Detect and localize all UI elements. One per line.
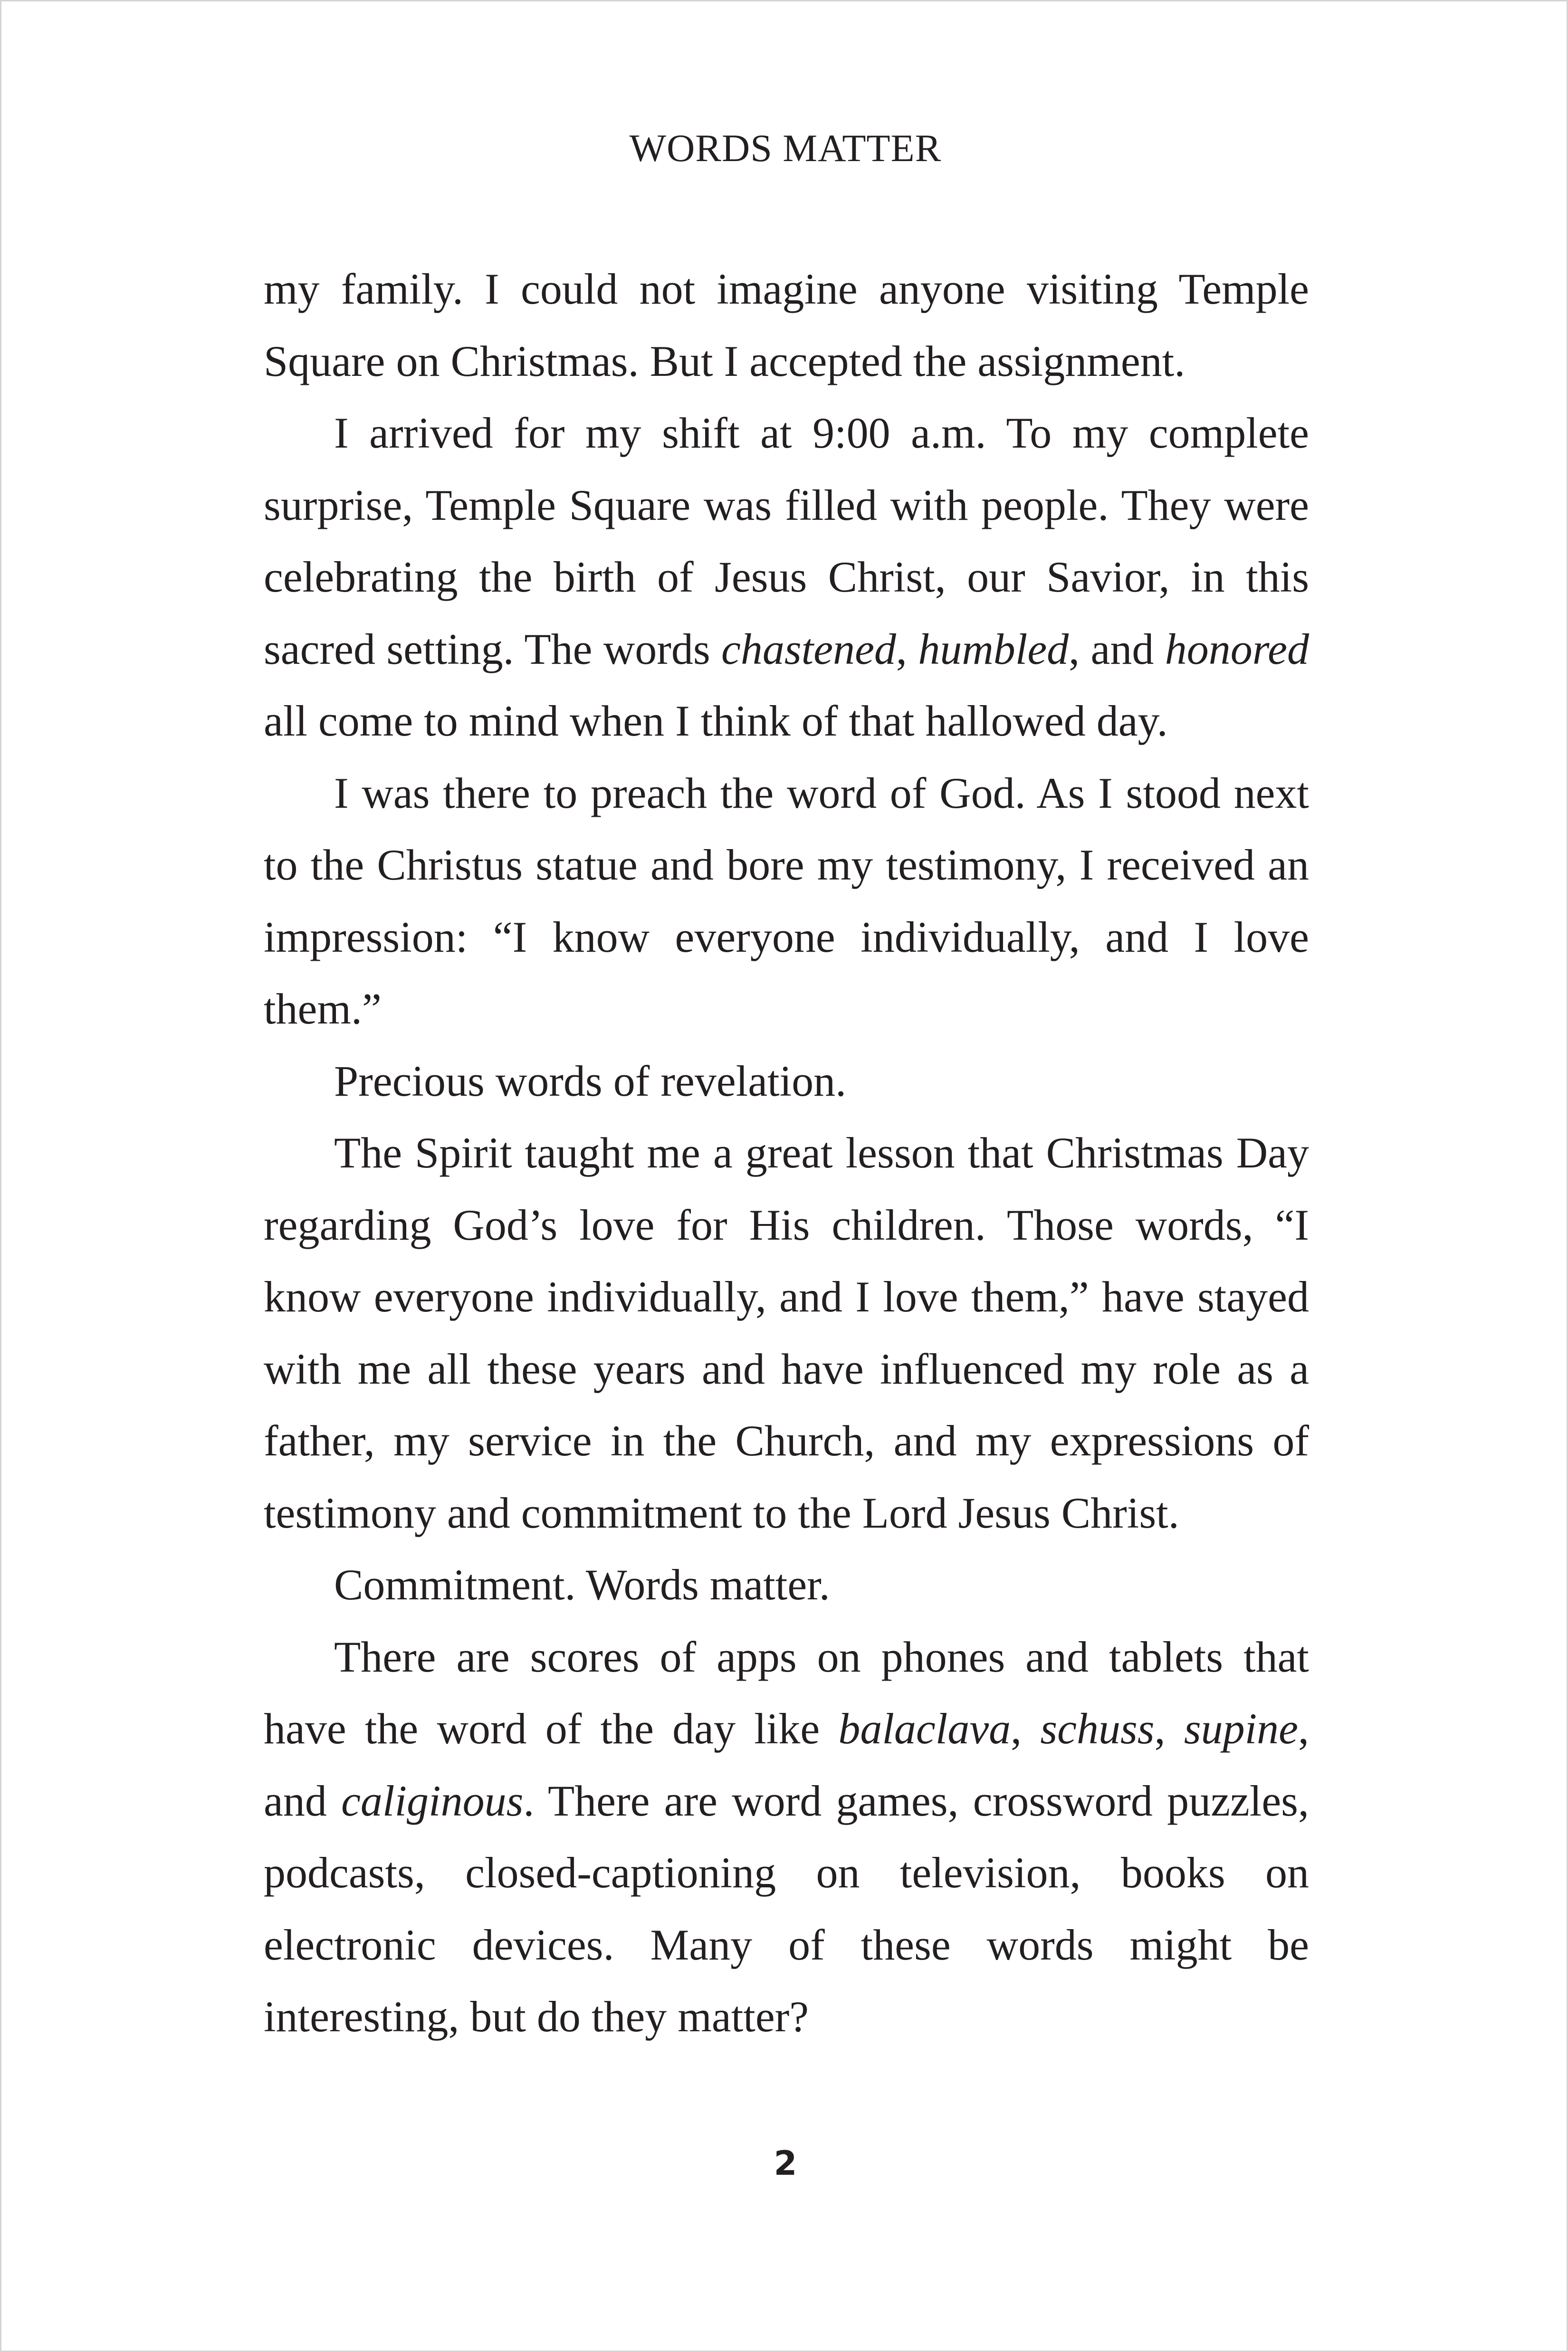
body-text <box>264 253 1309 2053</box>
italic-word-schuss: schuss <box>1040 1704 1155 1753</box>
italic-word-caliginous: caliginous <box>341 1776 524 1825</box>
italic-word-humbled: humbled <box>918 624 1069 673</box>
paragraph-1: my family. I could not imagine anyone visiting Temple Square on Christmas. But I accepted the assignment. <box>264 265 1309 385</box>
paragraph-7 <box>264 1621 1309 2053</box>
paragraph-2-text-a: I arrived for my shift at 9:00 a.m. To my complete surprise, Temple Square was filled with people. They were celebrating the birth of Jesus Christ, our Savior, in this sacred setting. The words <box>264 409 1309 673</box>
paragraph-2 <box>264 397 1309 757</box>
paragraph-6: Commitment. Words matter. <box>334 1560 830 1609</box>
italic-word-chastened: chastened <box>721 624 896 673</box>
paragraph-4: Precious words of revelation. <box>334 1056 847 1105</box>
paragraph-2-text-c: , and <box>1069 624 1165 673</box>
italic-word-supine: supine <box>1184 1704 1299 1753</box>
paragraph-2-text-d: all come to mind when I think of that hallowed day. <box>264 697 1168 745</box>
paragraph-7-text-e: . There are word games, crossword puzzles, podcasts, closed-captioning on television, books on electronic devices. Many of these words might be interesting, but do they matter? <box>264 1776 1309 2041</box>
paragraph-2-text-b: , <box>896 624 918 673</box>
paragraph-7-text-d: , and <box>264 1704 1310 1825</box>
paragraph-7-text-a: There are scores of apps on phones and tablets that have the word of the day like <box>264 1632 1309 1753</box>
paragraph-7-text-c: , <box>1154 1704 1184 1753</box>
italic-word-honored: honored <box>1165 624 1309 673</box>
page-number: 2 <box>774 2144 797 2183</box>
paragraph-5: The Spirit taught me a great lesson that Christmas Day regarding God’s love for His children. Those words, “I know everyone individually, and I love them,” have stayed with me all these years and have influenced my role as a father, my service in the Church, and my expressions of testimony and commitment to the Lord Jesus Christ. <box>264 1128 1309 1537</box>
paragraph-3: I was there to preach the word of God. As I stood next to the Christus statue and bore my testimony, I received an impression: “I know everyone individually, and I love them.” <box>264 768 1309 1033</box>
paragraph-7-text-b: , <box>1011 1704 1041 1753</box>
italic-word-balaclava: balaclava <box>838 1704 1011 1753</box>
running-head: WORDS MATTER <box>629 126 942 170</box>
